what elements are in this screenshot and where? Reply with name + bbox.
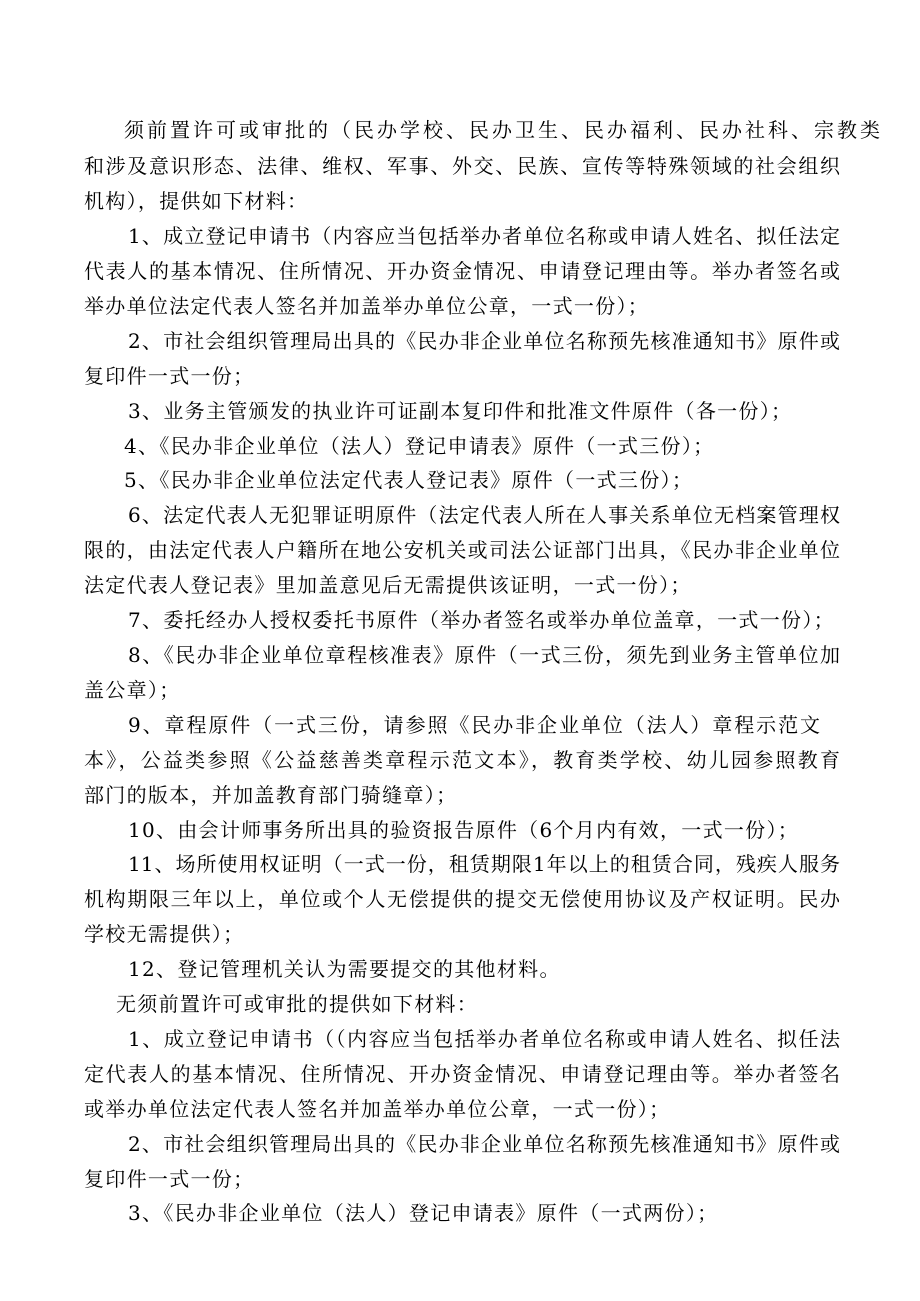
text-line: 复印件一式一份；	[84, 1167, 255, 1191]
text-line: 7、委托经办人授权委托书原件（举办者签名或举办单位盖章，一式一份）；	[128, 608, 835, 632]
text-line: 8、《民办非企业单位章程核准表》原件（一式三份，须先到业务主管单位加	[128, 643, 840, 667]
text-line: 限的，由法定代表人户籍所在地公安机关或司法公证部门出具，《民办非企业单位	[84, 538, 840, 562]
text-line: 9、章程原件（一式三份，请参照《民办非企业单位（法人）章程示范文	[128, 713, 820, 737]
text-line: 须前置许可或审批的（民办学校、民办卫生、民办福利、民办社科、宗教类	[124, 118, 880, 142]
text-line: 11、场所使用权证明（一式一份，租赁期限1年以上的租赁合同，残疾人服务	[128, 852, 840, 876]
text-line: 复印件一式一份；	[84, 364, 255, 388]
text-line: 或举办单位法定代表人签名并加盖举办单位公章，一式一份）；	[84, 1097, 671, 1121]
text-line: 代表人的基本情况、住所情况、开办资金情况、申请登记理由等。举办者签名或	[84, 259, 840, 283]
text-line: 5、《民办非企业单位法定代表人登记表》原件（一式三份）；	[124, 468, 694, 492]
text-line: 3、业务主管颁发的执业许可证副本复印件和批准文件原件（各一份）；	[128, 399, 793, 423]
section-heading: 无须前置许可或审批的提供如下材料：	[116, 992, 479, 1016]
text-line: 2、市社会组织管理局出具的《民办非企业单位名称预先核准通知书》原件或	[128, 329, 840, 353]
text-line: 盖公章）；	[84, 678, 181, 702]
text-line: 机构），提供如下材料：	[84, 189, 309, 213]
text-line: 学校无需提供）；	[84, 922, 245, 946]
text-line: 3、《民办非企业单位（法人）登记申请表》原件（一式两份）；	[128, 1201, 719, 1225]
text-line: 1、成立登记申请书（内容应当包括举办者单位名称或申请人姓名、拟任法定	[128, 224, 840, 248]
text-line: 本》，公益类参照《公益慈善类章程示范文本》，教育类学校、幼儿园参照教育	[84, 748, 840, 772]
text-line: 1、成立登记申请书（（内容应当包括举办者单位名称或申请人姓名、拟任法	[128, 1027, 840, 1051]
text-line: 2、市社会组织管理局出具的《民办非企业单位名称预先核准通知书》原件或	[128, 1132, 840, 1156]
text-line: 6、法定代表人无犯罪证明原件（法定代表人所在人事关系单位无档案管理权	[128, 503, 840, 527]
text-line: 举办单位法定代表人签名并加盖举办单位公章，一式一份）；	[84, 294, 650, 318]
text-line: 4、《民办非企业单位（法人）登记申请表》原件（一式三份）；	[124, 434, 715, 458]
text-line: 10、由会计师事务所出具的验资报告原件（6个月内有效，一式一份）；	[128, 818, 800, 842]
text-line: 定代表人的基本情况、住所情况、开办资金情况、申请登记理由等。举办者签名	[84, 1062, 840, 1086]
text-line: 部门的版本，并加盖教育部门骑缝章）；	[84, 783, 458, 807]
text-line: 机构期限三年以上，单位或个人无偿提供的提交无偿使用协议及产权证明。民办	[84, 887, 840, 911]
text-line: 和涉及意识形态、法律、维权、军事、外交、民族、宣传等特殊领域的社会组织	[84, 154, 840, 178]
text-line: 12、登记管理机关认为需要提交的其他材料。	[128, 957, 561, 981]
text-line: 法定代表人登记表》里加盖意见后无需提供该证明，一式一份）；	[84, 573, 692, 597]
